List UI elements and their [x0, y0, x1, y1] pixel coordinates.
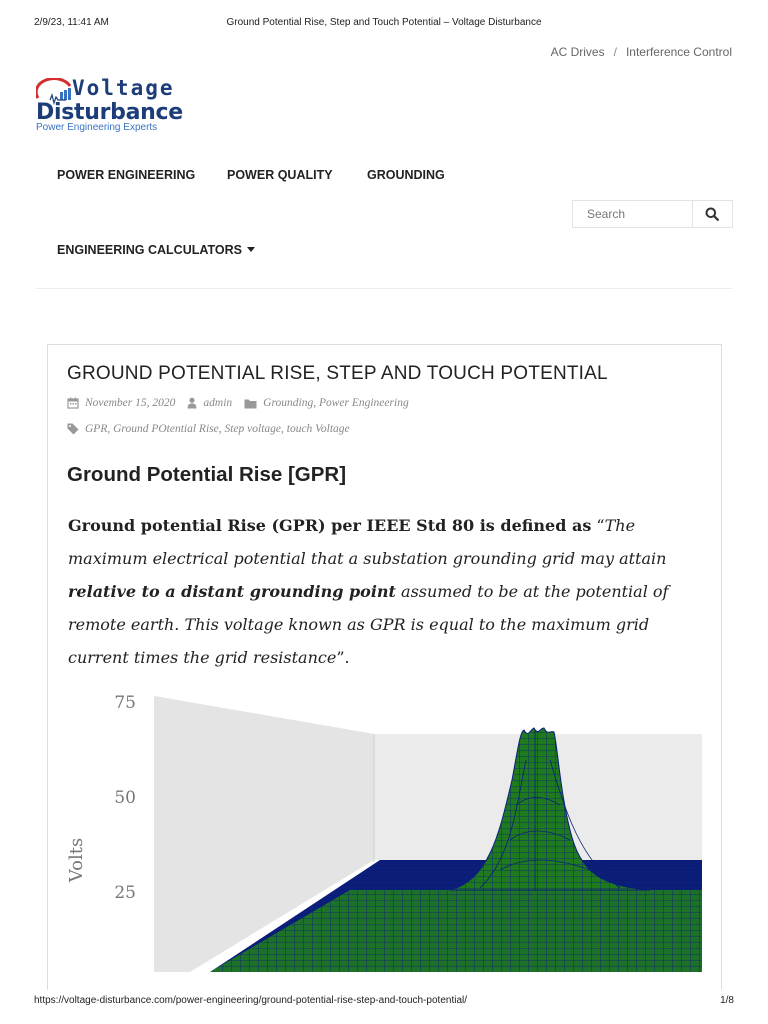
- y-tick-label: 25: [114, 883, 136, 903]
- nav-item-grounding[interactable]: GROUNDING: [367, 168, 445, 182]
- article-categories[interactable]: Grounding, Power Engineering: [263, 397, 409, 409]
- top-link-ac-drives[interactable]: AC Drives: [550, 45, 605, 59]
- print-footer: [0, 990, 768, 1024]
- user-icon: [187, 397, 197, 409]
- nav-item-power-engineering[interactable]: POWER ENGINEERING: [57, 168, 196, 182]
- top-link-interference-control[interactable]: Interference Control: [625, 45, 732, 59]
- search-box: [572, 200, 733, 228]
- para-bold-italic: relative to a distant grounding point: [68, 582, 396, 601]
- logo-line-1: Voltage: [72, 76, 175, 100]
- logo-line-2: Disturbance: [36, 100, 183, 125]
- calendar-icon: [67, 397, 79, 409]
- logo-tagline: Power Engineering Experts: [36, 122, 158, 133]
- y-axis-label: Volts: [66, 837, 87, 883]
- top-link-separator: /: [613, 45, 617, 59]
- header-divider: [36, 288, 732, 289]
- para-quote-open: “: [591, 516, 605, 535]
- gpr-surface-chart: [60, 690, 710, 980]
- caret-down-icon: [247, 247, 255, 252]
- y-tick-label: 75: [114, 693, 136, 713]
- article-tags: [67, 423, 350, 435]
- nav-item-power-quality[interactable]: POWER QUALITY: [227, 168, 333, 182]
- site-logo[interactable]: [36, 78, 206, 138]
- article-tag-list[interactable]: GPR, Ground POtential Rise, Step voltage, touch Voltage: [85, 423, 350, 435]
- print-datetime: 2/9/23, 11:41 AM: [34, 17, 109, 28]
- search-input[interactable]: [573, 201, 693, 227]
- top-links: [551, 45, 732, 59]
- article-meta: [67, 397, 409, 409]
- article-date[interactable]: November 15, 2020: [85, 397, 176, 409]
- print-url: https://voltage-disturbance.com/power-engineering/ground-potential-rise-step-and-touch-potential/: [34, 995, 468, 1006]
- para-lead-bold: Ground potential Rise (GPR) per IEEE Std 80 is defined as: [68, 516, 592, 535]
- article-title: GROUND POTENTIAL RISE, STEP AND TOUCH POTENTIAL: [67, 363, 608, 384]
- print-page-number: 1/8: [720, 995, 734, 1006]
- para-italic-1: The maximum electrical potential that a substation grounding grid may attain: [68, 516, 667, 568]
- article-paragraph: [68, 509, 708, 674]
- folder-icon: [244, 398, 257, 409]
- nav-item-engineering-calculators[interactable]: [57, 243, 255, 257]
- para-end: ”.: [336, 648, 350, 667]
- search-icon: [705, 207, 719, 221]
- nav-item-calculators-label: ENGINEERING CALCULATORS: [57, 243, 242, 257]
- tag-icon: [67, 423, 79, 435]
- search-button[interactable]: [692, 201, 732, 227]
- print-page-title: Ground Potential Rise, Step and Touch Potential – Voltage Disturbance: [226, 17, 542, 28]
- article-author[interactable]: admin: [203, 397, 233, 409]
- y-tick-label: 50: [114, 788, 136, 808]
- section-heading-gpr: Ground Potential Rise [GPR]: [67, 463, 347, 486]
- para-italic-2: assumed to be at the potential of remote earth. This voltage known as GPR is equal to the maximum grid current times the grid resistance: [68, 582, 669, 667]
- print-header: [0, 0, 768, 36]
